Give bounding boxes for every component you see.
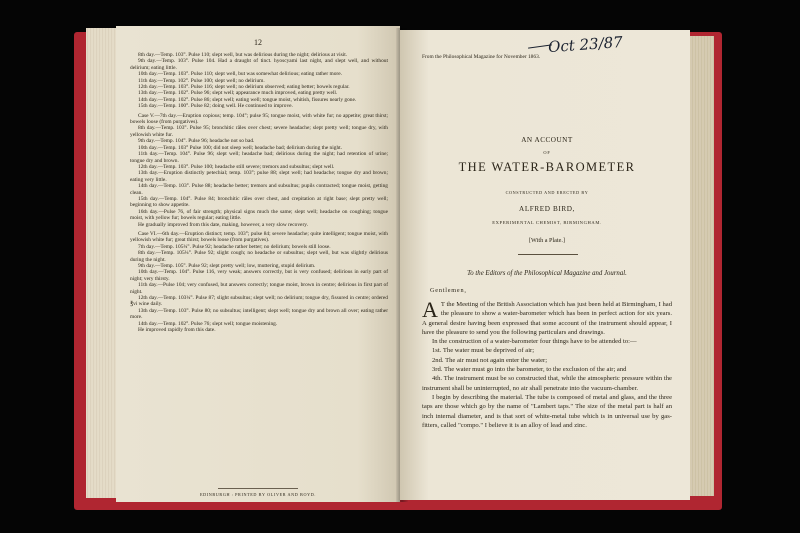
case-paragraph: 14th day.—Temp. 102°. Pulse 76; slept well; tongue moistening. [138, 320, 278, 327]
case-paragraph: 9th day.—Temp. 104°. Pulse 96; headache not so bad. [138, 138, 255, 145]
handwritten-date: Oct 23/87 [547, 32, 624, 57]
title-of: OF [543, 150, 551, 155]
footer-rule [218, 488, 298, 489]
case-paragraph: 8th day.—Temp. 103°. Pulse 110; slept well, but was delirious during the night; delirious at visit. [138, 52, 348, 58]
printer-footer: EDINBURGH : PRINTED BY OLIVER AND BOYD. [200, 492, 316, 497]
title-account: AN ACCOUNT [521, 136, 573, 144]
case-paragraph: 14th day.—Temp. 103°. Pulse 88; headache better; tremors and subsultus; pupils contracted; tongue moist, getting clean. [130, 183, 388, 196]
author-affiliation: EXPERIMENTAL CHEMIST, BIRMINGHAM. [492, 220, 602, 225]
case-paragraph: 11th day.—Pulse 104; very confused, but answers correctly; tongue moist, brown in centre; delirious in first part of night. [130, 282, 388, 295]
case-heading-paragraph: Case V.—7th day.—Eruption copious; temp. 104°; pulse 95; tongue moist, with white fur; no appetite; great thirst; bowels loose (from purgatives). [130, 112, 388, 126]
body-paragraph: I begin by describing the material. The tube is composed of metal and glass, and the three taps are those which go by the name of "Lambert taps." The size of the metal part is half an inch internal diameter, and is that sort of white-metal tube which is in universal use by gas-fitters, called "compo." I believe it is an alloy of lead and zinc. [422, 393, 672, 429]
case-paragraph: 11th day.—Temp. 104°. Pulse 96; slept well; headache bad; delirious during the night; had retention of urine; tongue dry and brown. [130, 151, 388, 164]
case-paragraph: 15th day.—Temp. 100°. Pulse 82; doing well. He continued to improve. [138, 103, 293, 110]
case-paragraph: 10th day.—Temp. 104°. Pulse 116, very weak; answers correctly, but is very confused; delirious in early part of night; very thirsty. [130, 269, 388, 282]
body-paragraph: 4th. The instrument must be so constructed that, while the atmospheric pressure within the instrument shall be uninterrupted, no air shall penetrate into the vacuum-chamber. [422, 375, 672, 392]
case-paragraph: 10th day.—Temp. 103° Pulse 100; did not sleep well; headache bad; delirium during the night. [138, 144, 342, 151]
body-paragraph [422, 297, 672, 337]
dedication-line: To the Editors of the Philosophical Magazine and Journal. [467, 270, 627, 277]
case-paragraph: 13th day.—Temp. 102°. Pulse 96; slept well; appearance much improved, eating pretty well. [138, 90, 338, 97]
case-paragraph: He gradually improved from this date, making, however, a very slow recovery. [138, 221, 308, 228]
case-paragraph: 12th day.—Temp. 103¼°. Pulse 87; slight subsultus; slept well; no delirium; tongue dry, fissured in centre; ordered ℥vi wine daily. [130, 295, 388, 308]
page-edges-left [86, 28, 118, 498]
case-paragraph: 14th day.—Temp. 102°. Pulse 86; slept well; eating well; tongue moist, whitish, fissures nearly gone. [138, 96, 357, 103]
body-paragraph: 1st. The water must be deprived of air; [432, 347, 535, 355]
left-page [116, 26, 400, 502]
case-paragraph: 12th day.—Temp. 103°. Pulse 100; headache still severe; tremors and subsultus; slept well. [138, 163, 335, 170]
right-page [400, 30, 690, 500]
author-name: ALFRED BIRD, [519, 205, 575, 213]
constructed-line: CONSTRUCTED AND ERECTED BY [505, 190, 589, 195]
title-rule [518, 254, 578, 255]
source-line: From the Philosophical Magazine for November 1863. [422, 54, 541, 60]
plate-note: [With a Plate.] [528, 237, 565, 244]
case-paragraph: 16th day.—Pulse 76, of fair strength; physical signs much the same; slept well; headache on coughing; tongue moist, with yellow fur; bowels regular; eating little. [130, 208, 388, 222]
page-number: 12 [254, 38, 262, 47]
case-paragraph: 8th day.—Temp. 105¼°. Pulse 92; slight cough; no headache or subsultus; slept well, but was slightly delirious during the night. [130, 250, 388, 263]
case-paragraph: He improved rapidly from this date. [138, 327, 216, 334]
salutation: Gentlemen, [430, 287, 467, 294]
case-paragraph: 9th day.—Temp. 105°. Pulse 92; slept pretty well; low, muttering, stupid delirium. [138, 263, 316, 269]
article-title: THE WATER-BAROMETER [458, 160, 636, 174]
case-paragraph: 10th day.—Temp. 103°. Pulse 110; slept well, but was somewhat delirious; eating rather more. [138, 71, 342, 78]
body-paragraph: 2nd. The air must not again enter the water; [432, 356, 548, 364]
body-paragraph: In the construction of a water-barometer four things have to be attended to:— [432, 338, 637, 346]
page-edges-right [688, 36, 714, 496]
body-paragraph: 3rd. The water must go into the barometer, to the exclusion of the air; and [432, 366, 627, 374]
case-paragraph: 11th day.—Temp. 102°. Pulse 100; slept well; no delirium. [138, 77, 265, 84]
opening-text: T the Meeting of the British Association which has just been held at Birmingham, I had the pleasure to show a water-barometer which has been in perfect action for six years. A general desire having been expressed that some account of the instrument should appear, I have the pleasure to send you the following particulars and drawings. [422, 301, 672, 336]
case-paragraph: 12th day.—Temp. 103°. Pulse 116; slept well; no delirium observed; eating better; bowels regular. [138, 84, 350, 91]
case-paragraph: 13th day.—Temp. 103°. Pulse 80; no subsultus; intelligent; slept well; tongue dry and brown all over; eating rather more. [130, 307, 388, 321]
case-paragraph: 9th day.—Temp. 103°. Pulse 104. Had a draught of tinct. hyoscyami last night, and slept well, and without delirium; eating little. [130, 58, 388, 71]
case-paragraph: 8th day.—Temp. 103°. Pulse 95; bronchitic râles over chest; severe headache; slept pretty well; tongue dry, with yellowish white fur. [130, 125, 388, 138]
case-paragraph: 13th day.—Eruption distinctly petechial; temp. 103°; pulse 88; slept well; had headache; tongue dry and brown; eating very little. [130, 170, 388, 183]
case-paragraph: 7th day.—Temp. 105¼°. Pulse 92; headache rather better; no delirium; bowels still loose. [138, 243, 331, 250]
article-body [422, 297, 672, 430]
case-heading-paragraph: Case VI.—6th day.—Eruption distinct; temp. 103°; pulse 84; severe headache; quite intelligent; tongue moist, with yellowish white fur; great thirst; bowels loose (from purgatives). [130, 230, 388, 244]
case-paragraph: 15th day.—Temp. 104°. Pulse 84; bronchitic râles over chest, and crepitation at right base; slept pretty well; beginning to show appetite. [130, 195, 388, 209]
drop-cap: A [422, 297, 438, 322]
left-page-body [130, 52, 388, 333]
